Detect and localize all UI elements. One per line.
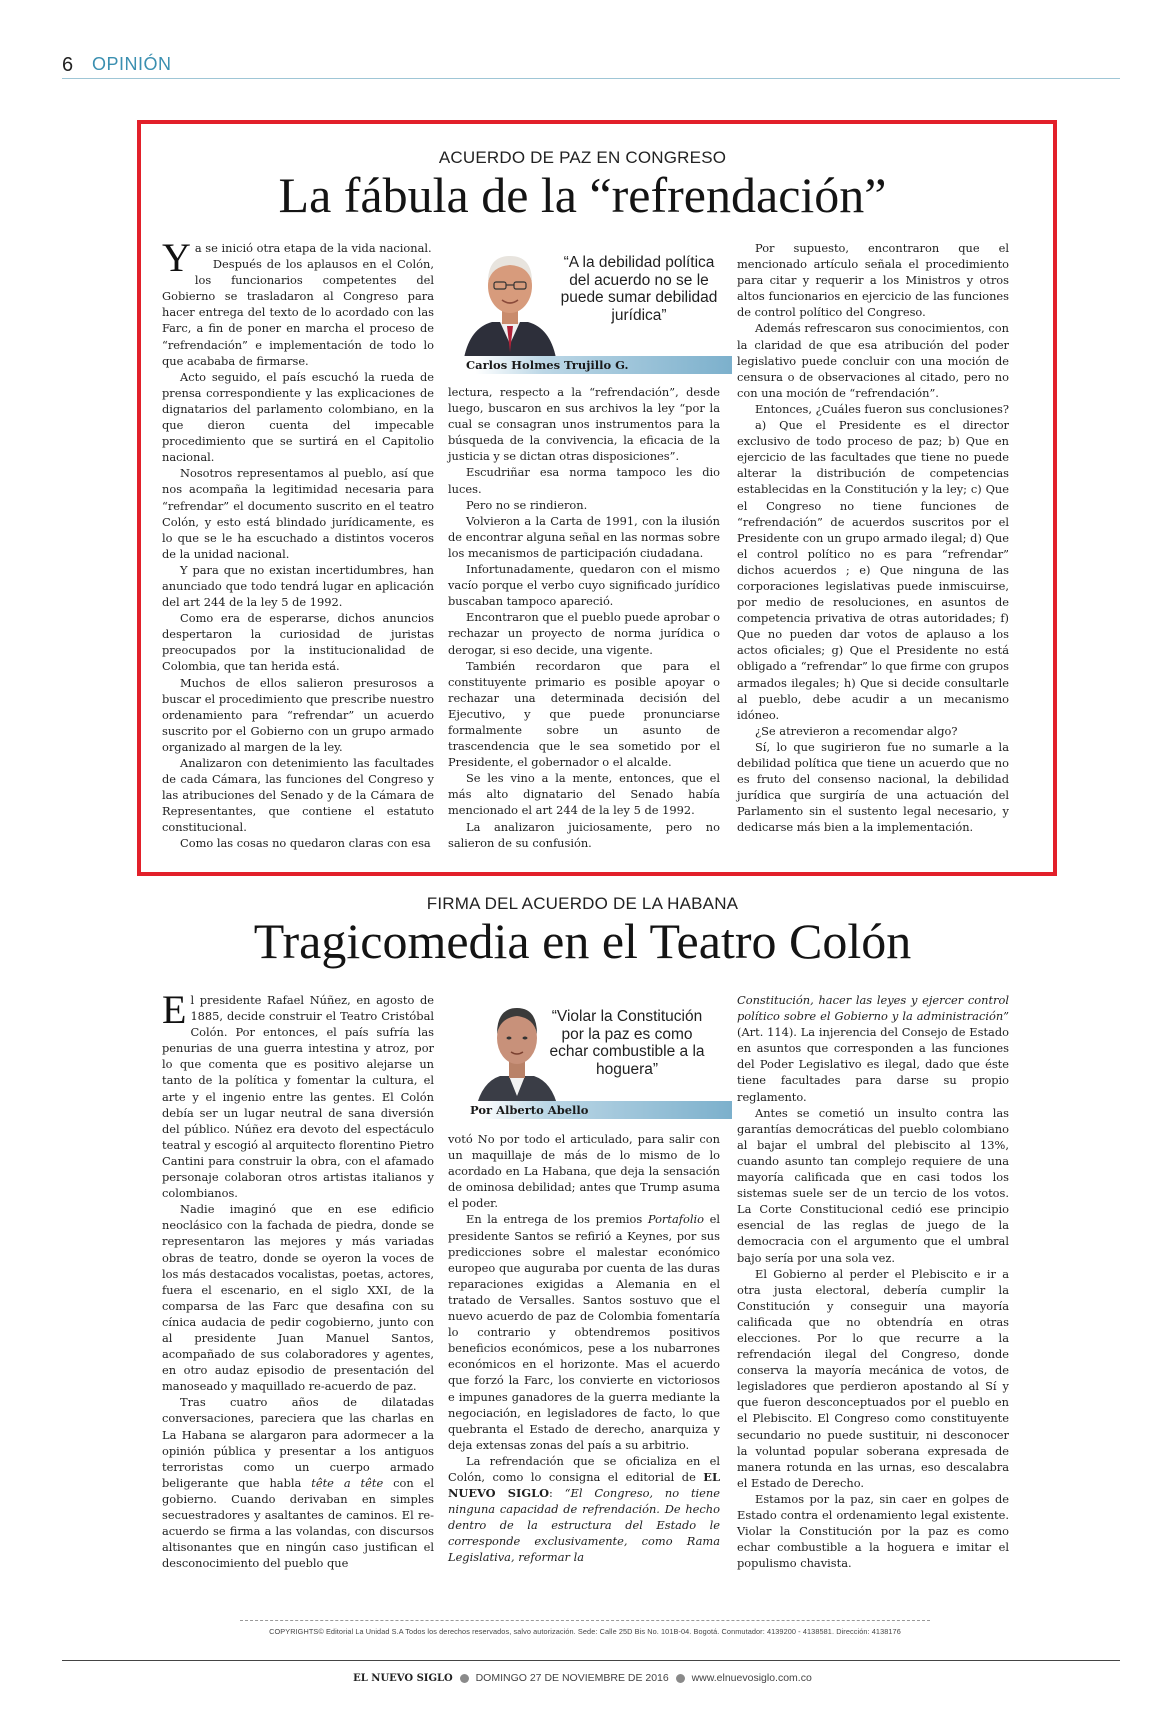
article2-paragraph: Nadie imaginó que en ese edificio neoclásico con la fachada de piedra, donde se representaron las mejores y más variadas obras de teatro, donde se oyeron la voces de los más destacados vocalistas, poetas, actores, fuera el escenario, en el siglo XXI, de la comparsa de las Farc que desafina con su cínica audacia de pedir cogobierno, junto con al presidente Juan Manuel Santos, acompañado de sus colaboradores y agentes, en otro audaz episodio de presentación del manoseado y maquillado re-acuerdo de paz.: [162, 1202, 434, 1394]
page-footer: [0, 1672, 1165, 1684]
article1-paragraph: ¿Se atrevieron a recomendar algo?: [755, 723, 958, 738]
article1-paragraph: Como las cosas no quedaron claras con esa: [180, 836, 431, 851]
article2-paragraph: Antes se cometió un insulto contra las garantías democráticas del pueblo colombiano al bajar el umbral del plebiscito al 13%, cuando asunto tan complejo requiere de una mayoría calificada que en casi todos los sistemas suele ser de un tercio de los votos. La Corte Constitucional cedió ese principio esencial de las reglas de juego de la democracia con el argumento que el umbral bajo sería por una sola vez.: [737, 1105, 1009, 1265]
author-photo-carlos-holmes: [462, 240, 558, 358]
article1-pull-quote: “A la debilidad política del acuerdo no se le puede sumar debilidad jurídica”: [560, 254, 718, 324]
article1-paragraph: Sí, lo que sugirieron fue no sumarle a la debilidad política que tiene un acuerdo que no es fruto del consenso nacional, la debilidad jurídica que surgiría de una actuación del Parlamento sin el sustento legal necesario, y dedicarse más bien a la implementación.: [737, 739, 1009, 835]
article2-column-1: [162, 987, 435, 1571]
article2-column-2: [448, 1131, 720, 1566]
article2-paragraph: En la entrega de los premios Portafolio el presidente Santos se refirió a Keynes, por sus predicciones sobre el malestar económico europeo que auguraba por cuenta de las duras reparaciones exigidas a Alemania en el tratado de Versalles. Santos sostuvo que el nuevo acuerdo de paz de Colombia fomentaría lo contrario y obtendremos positivos beneficios económicos, pese a los nubarrones económicos en el horizonte. Mas el acuerdo que forzó la Farc, los convierte en victoriosos e impunes ganadores de la guerra mediante la negociación, en legisladores de facto, lo que quebranta el Estado de derecho, anarquiza y deja extensas zonas del país a su arbitrio.: [448, 1212, 721, 1452]
bullet-icon: [460, 1674, 469, 1683]
article2-paragraph: El Gobierno al perder el Plebiscito e ir a otra justa electoral, debería cumplir la Constitución y conseguir una mayoría calificada que no obtendría en otras elecciones. Por lo que recurre a la refrendación ilegal del Congreso, donde conserva la mayoría mecánica de votos, de legisladores que perdieron apostando al Sí y que fueron desconceptuados por el pueblo en el Plebiscito. El Congreso como constituyente secundario no puede sustituir, ni desconocer la voluntad popular soberana expresada de manera rotunda en las urnas, eso descalabra el Estado de Derecho.: [737, 1266, 1009, 1490]
article1-column-3: [737, 240, 1009, 835]
article1-paragraph: Infortunadamente, quedaron con el mismo vacío porque el verbo cuyo significado jurídico buscaban tampoco apareció.: [448, 562, 720, 609]
article2-paragraph: votó No por todo el articulado, para salir con un maquillaje de más de lo mismo de lo acordado en La Habana, que deja la sensación de ominosa debilidad; antes que Trump asuma el poder.: [448, 1132, 720, 1211]
article2-byline: Por Alberto Abello: [466, 1101, 732, 1119]
section-title: OPINIÓN: [92, 54, 172, 74]
article2-paragraph: Tras cuatro años de dilatadas conversaciones, pareciera que las charlas en La Habana se alargaron para adormecer a la opinión pública y presentar a los antiguos terroristas como un cuerpo armado beligerante que habla tête a tête con el gobierno. Cuando derivaban en simples secuestradores y asaltantes de caminos. El re-acuerdo se firma a las volandas, con discursos altisonantes que en ningún caso justifican el desconocimiento del pueblo que: [162, 1395, 435, 1571]
footer-url: www.elnuevosiglo.com.co: [691, 1672, 812, 1684]
article1-paragraph: Acto seguido, el país escuchó la rueda de prensa correspondiente y las explicaciones de dignatarios del parlamento colombiano, en la que dieron cuenta del impecable procedimiento que se surtirá en el Capitolio nacional.: [162, 369, 434, 465]
article2-paragraph: El presidente Rafael Núñez, en agosto de 1885, decide construir el Teatro Cristóbal Colón. Por entonces, el país sufría las penurias de una guerra intestina y atroz, por lo que comenta que es positivo alejarse un tanto de la política y fomentar la cultura, el arte y el ingenio entre las gentes. El Colón debía ser un lugar neutral de sana diversión del público. Núñez era devoto del espectáculo teatral y escogió al arquitecto florentino Pietro Cantini para construir la obra, con el afamado personaje colaboran otros artistas italianos y colombianos.: [162, 987, 434, 1201]
article1-paragraph: Además refrescaron sus conocimientos, con la claridad de que esa atribución del poder legislativo puede concluir con una moción de censura o de observaciones al citado, pero no con una moción de “refrendación”.: [737, 321, 1009, 400]
article1-kicker: ACUERDO DE PAZ EN CONGRESO: [438, 148, 727, 167]
article1-byline: Carlos Holmes Trujillo G.: [462, 356, 732, 374]
article1-paragraph: Ya se inició otra etapa de la vida nacional.: [162, 235, 432, 280]
footer-brand: EL NUEVO SIGLO: [353, 1673, 453, 1684]
article2-pull-quote: “Violar la Constitución por la paz es como echar combustible a la hoguera”: [549, 1008, 705, 1078]
italic-phrase: tête a tête: [311, 1475, 384, 1490]
article2-column-3: [737, 992, 1009, 1571]
article1-paragraph: Analizaron con detenimiento las facultades de cada Cámara, las funciones del Congreso y las atribuciones del Senado y de la Cámara de Representantes, que contiene el estatuto constitucional.: [162, 756, 434, 835]
publication-name: EL NUEVO SIGLO: [448, 1469, 720, 1501]
bullet-icon: [676, 1674, 685, 1683]
italic-phrase: Portafolio: [647, 1212, 704, 1227]
article1-paragraph: Muchos de ellos salieron presurosos a buscar el procedimiento que prescribe nuestro ordenamiento para “refrendar” un acuerdo suscrito por el Gobierno con un grupo armado organizado al margen de la ley.: [162, 675, 434, 754]
article1-paragraph: lectura, respecto a la “refrendación”, desde luego, buscaron en sus archivos la ley “por la cual se consagran unos instrumentos para la búsqueda de la convivencia, la eficacia de la justicia y se dictan otras disposiciones”.: [448, 385, 720, 464]
drop-cap: Y: [162, 235, 191, 280]
article1-paragraph: Pero no se rindieron.: [466, 497, 588, 512]
article1-paragraph: Escudriñar esa norma tampoco les dio luces.: [448, 465, 720, 496]
article1-paragraph: Entonces, ¿Cuáles fueron sus conclusiones?: [755, 401, 1009, 416]
article1-paragraph: Por supuesto, encontraron que el mencionado artículo señala el procedimiento para citar y requerir a los Ministros y otros altos funcionarios en ejercicio de las funciones de control político del Congreso.: [737, 241, 1009, 320]
article1-paragraph: Después de los aplausos en el Colón, los funcionarios competentes del Gobierno se trasladaron al Congreso para hacer entrega del texto de lo acordado con las Farc, a fin de poner en marcha el proceso de “refrendación” e implementación de todo lo que acababa de firmarse.: [162, 257, 434, 368]
page-number: 6: [62, 54, 74, 76]
footer-divider: [62, 1660, 1120, 1661]
article1-paragraph: También recordaron que para el constituyente primario es posible apoyar o rechazar una determinada decisión del Ejecutivo, y que puede pronunciarse formalmente sobre un asunto de trascendencia que le sea sometido por el Presidente, el gobernador o el alcalde.: [448, 658, 720, 770]
portrait-illustration: [462, 240, 558, 358]
article2-headline: Tragicomedia en el Teatro Colón: [253, 913, 912, 969]
article2-paragraph: Constitución, hacer las leyes y ejercer control político sobre el Gobierno y la administración” (Art. 114). La injerencia del Consejo de Estado en asuntos que corresponden a las funciones del Poder Legislativo es ilegal, dado que éste tiene facultades para darse su propio reglamento.: [737, 993, 1009, 1104]
article2-paragraph: Estamos por la paz, sin caer en golpes de Estado contra el ordenamiento legal existente. Violar la Constitución por la paz es como echar combustible a la hoguera e imitar el populismo chavista.: [737, 1491, 1009, 1571]
article1-column-1: [162, 235, 434, 852]
article1-column-2: [448, 384, 720, 851]
italic-quote: “El Congreso, no tiene ninguna capacidad de refrendación. De hecho dentro de la estructura del Estado le corresponde exclusivamente, como Rama Legislativa, reformar la: [448, 1486, 720, 1565]
copyright-notice: COPYRIGHTS© Editorial La Unidad S.A Todos los derechos reservados, salvo autorización. Sede: Calle 25D Bis No. 101B-04. Bogotá. Conmutador: 4139200 - 4138581. Dirección: 4138176: [240, 1620, 930, 1636]
italic-quote: Constitución, hacer las leyes y ejercer control político sobre el Gobierno y la administración”: [737, 993, 1009, 1024]
drop-cap: E: [162, 987, 187, 1032]
article1-paragraph: a) Que el Presidente es el director exclusivo de todo proceso de paz; b) Que en ejercicio de las facultades que tiene no puede alterar la distribución de competencias establecidas en la Constitución y la ley; c) Que el Congreso no tiene funciones de “refrendación” de acuerdos suscritos por el Presidente con un grupo armado ilegal; d) Que el control político no es para “refrendar” dichos acuerdos ; e) Que ninguna de las corporaciones legislativas puede inmiscuirse, por medio de resoluciones, en asuntos de competencia privativa de otras autoridades; f) Que no pueden dar votos de aplauso a los actos oficiales; g) Que el Presidente no está obligado a “refrendar” lo que firme con grupos armados ilegales; h) Que si decide consultarle al pueblo, debe acudir a un mecanismo idóneo.: [737, 418, 1009, 722]
article1-paragraph: Volvieron a la Carta de 1991, con la ilusión de encontrar alguna señal en las normas sobre los mecanismos de participación ciudadana.: [448, 513, 720, 560]
article1-paragraph: La analizaron juiciosamente, pero no salieron de su confusión.: [448, 819, 720, 850]
article1-headline: La fábula de la “refrendación”: [278, 167, 887, 223]
article2-paragraph: La refrendación que se oficializa en el Colón, como lo consigna el editorial de EL NUEVO SIGLO: “El Congreso, no tiene ninguna capacidad de refrendación. De hecho dentro de la estructura del Estado le corresponde exclusivamente, como Rama Legislativa, reformar la: [448, 1453, 720, 1565]
article1-paragraph: Encontraron que el pueblo puede aprobar o rechazar un proyecto de norma jurídica o derogar, si eso decide, una vigente.: [448, 610, 720, 657]
article2-kicker: FIRMA DEL ACUERDO DE LA HABANA: [426, 894, 739, 913]
article1-paragraph: Como era de esperarse, dichos anuncios despertaron la curiosidad de juristas preocupados por la institucionalidad de Colombia, que tan herida está.: [162, 611, 434, 674]
article1-paragraph: Nosotros representamos al pueblo, así que nos acompaña la legitimidad necesaria para “refrendar” el documento suscrito en el teatro Colón, y esto está blindado jurídicamente, es lo que se le ha escuchado a distintos voceros de la unidad nacional.: [162, 466, 434, 561]
page-header: [62, 50, 1120, 79]
article1-paragraph: Y para que no existan incertidumbres, han anunciado que todo tendrá lugar en aplicación del art 244 de la ley 5 de 1992.: [162, 562, 434, 610]
footer-date: DOMINGO 27 DE NOVIEMBRE DE 2016: [475, 1672, 669, 1684]
article1-paragraph: Se les vino a la mente, entonces, que el más alto dignatario del Senado había mencionado el art 244 de la ley 5 de 1992.: [448, 771, 720, 818]
